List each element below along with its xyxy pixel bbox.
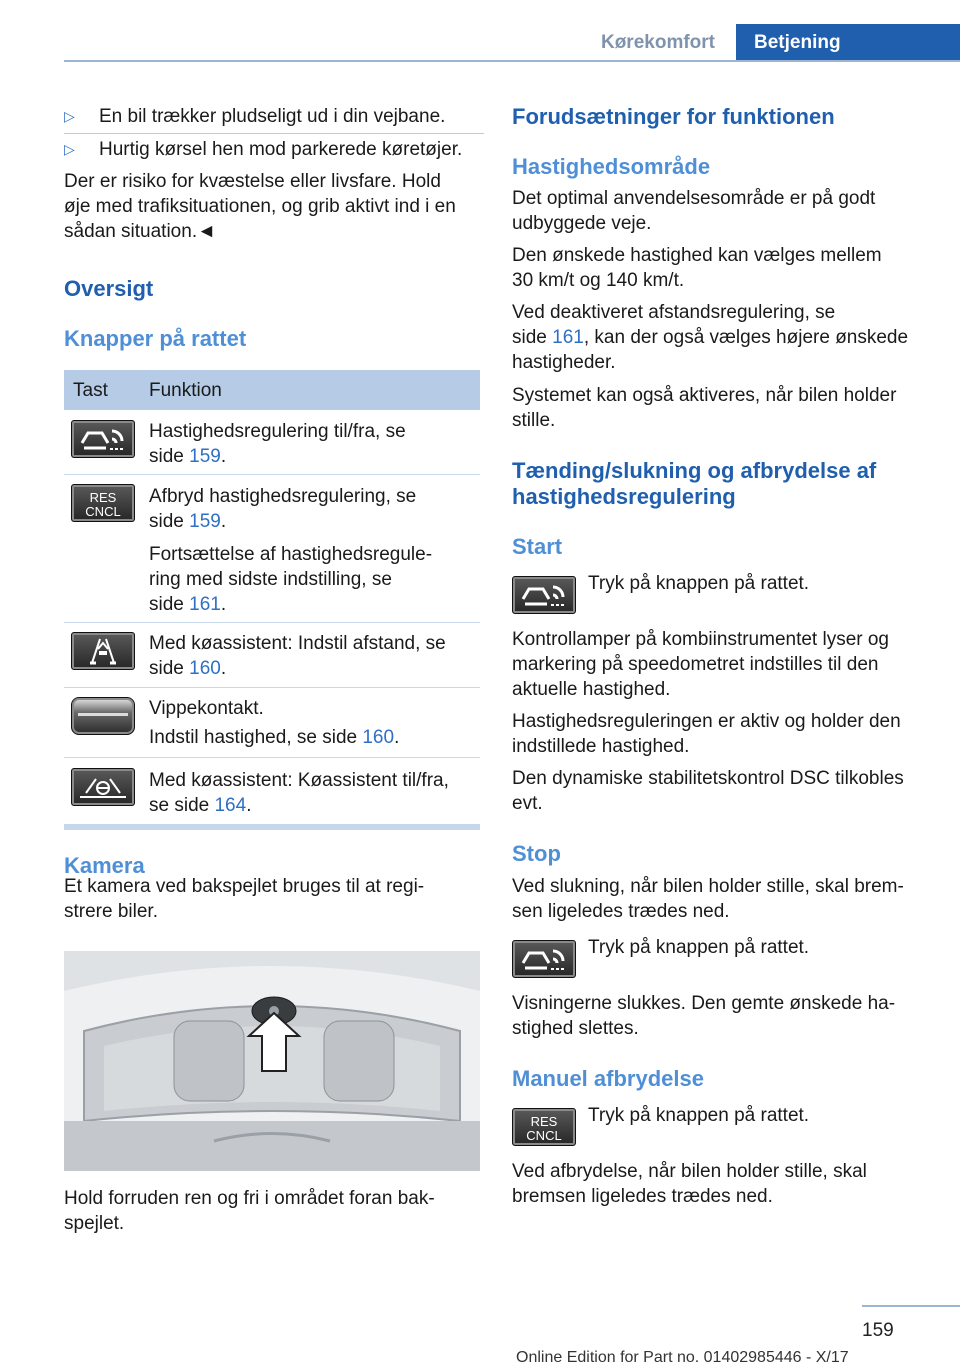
camera-interior-illustration bbox=[64, 951, 480, 1171]
page-link[interactable]: 160 bbox=[189, 658, 221, 679]
camera-caption: Hold forruden ren og fri i området foran bak- spejlet. bbox=[64, 1188, 435, 1234]
page-link[interactable]: 160 bbox=[362, 727, 395, 748]
paragraph: Kontrollamper på kombiinstrumentet lyser og markering på speedometret indstilles til den aktuelle hastighed. bbox=[512, 629, 890, 700]
table-row: Vippekontakt. Indstil hastighed, se side 160. bbox=[149, 698, 400, 748]
heading-kamera: Kamera bbox=[64, 853, 145, 878]
table-bottom-rule bbox=[64, 824, 480, 830]
table-row: Med køassistent: Køassistent til/fra, se side 164. bbox=[149, 770, 449, 816]
table-row: Afbryd hastighedsregulering, se side 159. Fortsættelse af hastighedsregule- ring med sidste indstilling, se side 161. bbox=[149, 486, 433, 615]
bullet-triangle-icon: ▷ bbox=[64, 141, 75, 157]
paragraph: Hastighedsreguleringen er aktiv og holder den indstillede hastighed. bbox=[512, 711, 901, 757]
paragraph: Ved deaktiveret afstandsregulering, se side 161, kan der også vælges højere ønskede hastigheder. bbox=[512, 302, 909, 373]
heading-stop: Stop bbox=[512, 841, 561, 866]
cruise-control-button-icon bbox=[71, 420, 135, 458]
row-divider bbox=[64, 687, 480, 688]
bullet-triangle-icon: ▷ bbox=[64, 108, 75, 124]
traffic-jam-assistant-button-icon bbox=[71, 768, 135, 806]
heading-knapper: Knapper på rattet bbox=[64, 326, 247, 351]
paragraph: Systemet kan også aktiveres, når bilen holder stille. bbox=[512, 385, 897, 431]
row-divider bbox=[64, 622, 480, 623]
heading-manuel-afbrydelse: Manuel afbrydelse bbox=[512, 1066, 704, 1091]
page-link[interactable]: 164 bbox=[214, 795, 247, 816]
kamera-text: Et kamera ved bakspejlet bruges til at regi- strere biler. bbox=[64, 876, 425, 922]
header-section-tab[interactable]: Kørekomfort bbox=[600, 32, 715, 53]
paragraph: Det optimal anvendelsesområde er på godt udbyggede veje. bbox=[512, 188, 876, 234]
footer-rule bbox=[862, 1305, 960, 1307]
heading-forudsaetninger: Forudsætninger for funktionen bbox=[512, 104, 835, 129]
press-instruction: Tryk på knappen på rattet. bbox=[588, 937, 810, 958]
page-link[interactable]: 159 bbox=[189, 446, 221, 467]
table-row: Hastighedsregulering til/fra, se side 159. bbox=[149, 421, 406, 467]
table-header bbox=[64, 370, 480, 410]
distance-button-icon bbox=[71, 632, 135, 670]
paragraph: Ved slukning, når bilen holder stille, skal brem- sen ligeledes trædes ned. bbox=[512, 876, 904, 922]
paragraph: Ved afbrydelse, når bilen holder stille, skal bremsen ligeledes trædes ned. bbox=[512, 1161, 867, 1207]
cruise-control-button-icon bbox=[512, 576, 576, 614]
row-divider bbox=[64, 757, 480, 758]
warning-text: Der er risiko for kvæstelse eller livsfare. Hold øje med trafiksituationen, og grib aktivt ind i en sådan situation.◄ bbox=[64, 171, 456, 242]
header-chapter-tab[interactable]: Betjening bbox=[736, 24, 960, 62]
heading-taending: Tænding/slukning og afbrydelse af hastighedsregulering bbox=[512, 458, 877, 509]
row-divider bbox=[64, 474, 480, 475]
column-header-function: Funktion bbox=[149, 380, 222, 401]
page-link[interactable]: 161 bbox=[552, 327, 584, 348]
column-header-key: Tast bbox=[73, 380, 108, 401]
heading-start: Start bbox=[512, 534, 563, 559]
page-link[interactable]: 159 bbox=[189, 511, 221, 532]
list-divider bbox=[64, 133, 484, 134]
page-number: 159 bbox=[862, 1320, 894, 1341]
cruise-control-button-icon bbox=[512, 940, 576, 978]
res-cncl-button-icon: RES CNCL bbox=[71, 484, 135, 522]
rocker-switch-icon bbox=[71, 697, 135, 735]
edition-footer: Online Edition for Part no. 01402985446 - X/17 bbox=[516, 1349, 849, 1362]
paragraph: Visningerne slukkes. Den gemte ønskede ha- stighed slettes. bbox=[512, 993, 896, 1039]
paragraph: Den ønskede hastighed kan vælges mellem 30 km/t og 140 km/t. bbox=[512, 245, 882, 291]
heading-oversigt: Oversigt bbox=[64, 276, 154, 301]
res-cncl-button-icon: RES CNCL bbox=[512, 1108, 576, 1146]
page-link[interactable]: 161 bbox=[189, 594, 221, 615]
header-rule bbox=[64, 60, 960, 62]
table-row: Med køassistent: Indstil afstand, se side 160. bbox=[149, 633, 446, 679]
paragraph: Den dynamiske stabilitetskontrol DSC tilkobles evt. bbox=[512, 768, 904, 814]
heading-hastighedsomraade: Hastighedsområde bbox=[512, 154, 711, 179]
press-instruction: Tryk på knappen på rattet. bbox=[588, 1105, 810, 1126]
press-instruction: Tryk på knappen på rattet. bbox=[588, 573, 810, 594]
